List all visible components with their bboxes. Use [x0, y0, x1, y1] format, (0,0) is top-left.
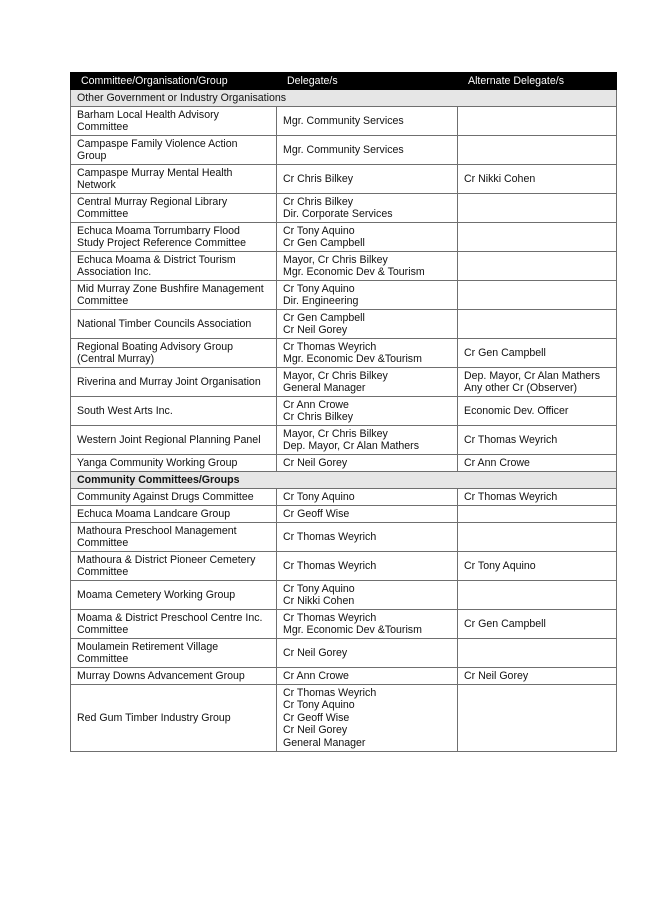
header-alternates: Alternate Delegate/s — [458, 73, 617, 90]
alternates-cell — [458, 107, 617, 136]
delegates-cell-line: Cr Tony Aquino — [283, 224, 355, 237]
header-committee: Committee/Organisation/Group — [71, 73, 277, 90]
committee-name-line: Red Gum Timber Industry Group — [77, 711, 231, 724]
delegates-cell — [277, 310, 458, 339]
alternates-cell-line: Economic Dev. Officer — [464, 404, 569, 417]
committee-name-line: Moulamein Retirement Village — [77, 640, 219, 653]
committee-name — [71, 506, 277, 523]
table-row — [71, 610, 617, 639]
delegates-cell-line: General Manager — [283, 736, 366, 749]
committee-name-line: Mid Murray Zone Bushfire Management — [77, 282, 264, 295]
table-row — [71, 281, 617, 310]
committee-name-line: Association Inc. — [77, 266, 152, 278]
alternates-cell — [458, 506, 617, 523]
table-row — [71, 368, 617, 397]
delegates-cell — [277, 489, 458, 506]
committee-name — [71, 685, 277, 752]
table-row — [71, 639, 617, 668]
alternates-cell-line: Cr Thomas Weyrich — [464, 490, 558, 503]
delegates-cell-line: Cr Chris Bilkey — [283, 411, 354, 423]
delegates-cell-line: Dep. Mayor, Cr Alan Mathers — [283, 440, 420, 452]
alternates-cell — [458, 685, 617, 752]
committee-name-line: Committee — [77, 566, 129, 578]
committee-name-line: South West Arts Inc. — [77, 404, 173, 417]
delegates-cell — [277, 281, 458, 310]
alternates-cell — [458, 223, 617, 252]
committee-name — [71, 639, 277, 668]
alternates-cell-line: Any other Cr (Observer) — [464, 382, 578, 394]
table-row — [71, 223, 617, 252]
committee-name — [71, 610, 277, 639]
table-row — [71, 523, 617, 552]
committee-name-line: Riverina and Murray Joint Organisation — [77, 375, 261, 388]
delegates-cell — [277, 223, 458, 252]
alternates-cell-line: Cr Neil Gorey — [464, 669, 529, 682]
delegates-cell-line: Cr Chris Bilkey — [283, 172, 354, 185]
committee-name-line: Echuca Moama Torrumbarry Flood — [77, 224, 240, 237]
delegates-cell-line: Cr Neil Gorey — [283, 456, 348, 469]
committee-name — [71, 455, 277, 472]
delegates-cell-line: Cr Geoff Wise — [283, 507, 350, 520]
committee-name — [71, 252, 277, 281]
header-delegates: Delegate/s — [277, 73, 458, 90]
alternates-cell-line: Cr Nikki Cohen — [464, 172, 536, 185]
delegates-cell-line: General Manager — [283, 382, 366, 394]
committee-name — [71, 281, 277, 310]
delegates-cell-line: Cr Neil Gorey — [283, 324, 348, 336]
delegates-cell — [277, 107, 458, 136]
table-row — [71, 489, 617, 506]
delegates-cell-line: Cr Gen Campbell — [283, 237, 365, 249]
table-body — [71, 90, 617, 752]
table-header-row — [71, 73, 617, 90]
alternates-cell-line: Cr Tony Aquino — [464, 559, 536, 572]
delegates-cell-line: Mayor, Cr Chris Bilkey — [283, 253, 388, 266]
delegates-cell — [277, 610, 458, 639]
delegates-cell — [277, 685, 458, 752]
alternates-cell — [458, 136, 617, 165]
alternates-cell-line: Cr Gen Campbell — [464, 617, 546, 630]
alternates-cell — [458, 523, 617, 552]
committee-name-line: Mathoura & District Pioneer Cemetery — [77, 553, 256, 566]
committee-name — [71, 668, 277, 685]
committee-name-line: Yanga Community Working Group — [77, 456, 238, 469]
committee-name-line: Echuca Moama & District Tourism — [77, 253, 236, 266]
delegates-cell-line: Mgr. Economic Dev &Tourism — [283, 353, 422, 365]
delegates-cell — [277, 581, 458, 610]
delegates-table — [70, 72, 617, 752]
committee-name — [71, 194, 277, 223]
alternates-cell — [458, 489, 617, 506]
alternates-cell — [458, 552, 617, 581]
alternates-cell — [458, 455, 617, 472]
delegates-cell — [277, 668, 458, 685]
alternates-cell — [458, 639, 617, 668]
alternates-cell-line: Cr Gen Campbell — [464, 346, 546, 359]
section-title: Community Committees/Groups — [71, 472, 617, 489]
delegates-cell-line: Dir. Corporate Services — [283, 208, 393, 220]
alternates-cell-line: Dep. Mayor, Cr Alan Mathers — [464, 369, 601, 382]
section-title: Other Government or Industry Organisations — [71, 90, 617, 107]
delegates-cell-line: Mayor, Cr Chris Bilkey — [283, 427, 388, 440]
delegates-cell-line: Cr Nikki Cohen — [283, 595, 355, 607]
alternates-cell — [458, 339, 617, 368]
committee-name — [71, 339, 277, 368]
delegates-cell-line: Dir. Engineering — [283, 295, 359, 307]
delegates-cell-line: Cr Neil Gorey — [283, 646, 348, 659]
delegates-cell-line: Cr Tony Aquino — [283, 490, 355, 503]
committee-name — [71, 107, 277, 136]
delegates-cell — [277, 136, 458, 165]
delegates-cell-line: Mayor, Cr Chris Bilkey — [283, 369, 388, 382]
alternates-cell — [458, 581, 617, 610]
alternates-cell — [458, 281, 617, 310]
committee-name-line: Committee — [77, 537, 129, 549]
committee-name — [71, 523, 277, 552]
committee-name-line: Central Murray Regional Library — [77, 195, 228, 208]
alternates-cell — [458, 310, 617, 339]
delegates-cell-line: Cr Thomas Weyrich — [283, 686, 377, 699]
committee-name-line: Committee — [77, 208, 129, 220]
committee-name-line: Echuca Moama Landcare Group — [77, 507, 231, 520]
table-row — [71, 581, 617, 610]
committee-name-line: Campaspe Family Violence Action — [77, 137, 238, 150]
table-row — [71, 136, 617, 165]
committee-name-line: Network — [77, 179, 116, 191]
alternates-cell — [458, 165, 617, 194]
delegates-cell — [277, 194, 458, 223]
delegates-cell-line: Cr Neil Gorey — [283, 724, 348, 737]
alternates-cell-line: Cr Thomas Weyrich — [464, 433, 558, 446]
delegates-cell-line: Mgr. Economic Dev &Tourism — [283, 624, 422, 636]
delegates-cell-line: Cr Thomas Weyrich — [283, 559, 377, 572]
alternates-cell — [458, 668, 617, 685]
table-row — [71, 552, 617, 581]
delegates-cell-line: Mgr. Community Services — [283, 143, 404, 156]
table-row — [71, 252, 617, 281]
committee-name — [71, 397, 277, 426]
alternates-cell — [458, 252, 617, 281]
committee-name-line: Campaspe Murray Mental Health — [77, 166, 233, 179]
committee-name-line: Murray Downs Advancement Group — [77, 669, 245, 682]
table-row — [71, 685, 617, 752]
delegates-cell — [277, 639, 458, 668]
committee-name — [71, 581, 277, 610]
delegates-cell-line: Cr Thomas Weyrich — [283, 340, 377, 353]
delegates-cell — [277, 252, 458, 281]
alternates-cell — [458, 426, 617, 455]
delegates-cell — [277, 165, 458, 194]
delegates-cell-line: Cr Thomas Weyrich — [283, 530, 377, 543]
delegates-cell-line: Mgr. Economic Dev & Tourism — [283, 266, 425, 278]
alternates-cell — [458, 194, 617, 223]
committee-name — [71, 165, 277, 194]
committee-name-line: National Timber Councils Association — [77, 317, 252, 330]
alternates-cell-line: Cr Ann Crowe — [464, 456, 530, 469]
delegates-cell-line: Cr Ann Crowe — [283, 669, 349, 682]
delegates-cell — [277, 455, 458, 472]
delegates-cell-line: Cr Tony Aquino — [283, 699, 355, 712]
table-row — [71, 165, 617, 194]
alternates-cell — [458, 397, 617, 426]
delegates-cell — [277, 552, 458, 581]
section-header-row — [71, 90, 617, 107]
delegates-cell-line: Cr Tony Aquino — [283, 582, 355, 595]
committee-name — [71, 223, 277, 252]
committee-name-line: Barham Local Health Advisory — [77, 108, 219, 121]
committee-name-line: Moama & District Preschool Centre Inc. — [77, 611, 263, 624]
table-row — [71, 339, 617, 368]
table-row — [71, 397, 617, 426]
committee-name-line: Group — [77, 150, 107, 162]
committee-name-line: Regional Boating Advisory Group — [77, 340, 234, 353]
delegates-cell-line: Cr Ann Crowe — [283, 398, 349, 411]
delegates-cell-line: Cr Geoff Wise — [283, 711, 350, 724]
committee-name-line: Study Project Reference Committee — [77, 237, 246, 249]
committee-name — [71, 552, 277, 581]
alternates-cell — [458, 368, 617, 397]
committee-name-line: Committee — [77, 295, 129, 307]
section-header-row — [71, 472, 617, 489]
table-row — [71, 310, 617, 339]
table-row — [71, 506, 617, 523]
committee-name — [71, 426, 277, 455]
delegates-cell — [277, 368, 458, 397]
delegates-cell-line: Cr Tony Aquino — [283, 282, 355, 295]
delegates-cell-line: Cr Chris Bilkey — [283, 195, 354, 208]
delegates-cell — [277, 506, 458, 523]
committee-name-line: (Central Murray) — [77, 353, 155, 365]
committee-name-line: Community Against Drugs Committee — [77, 490, 254, 503]
delegates-cell-line: Cr Thomas Weyrich — [283, 611, 377, 624]
committee-name — [71, 136, 277, 165]
committee-name-line: Committee — [77, 121, 129, 133]
committee-name — [71, 310, 277, 339]
table-row — [71, 194, 617, 223]
table-row — [71, 426, 617, 455]
committee-name-line: Committee — [77, 624, 129, 636]
committee-name-line: Committee — [77, 653, 129, 665]
delegates-cell-line: Cr Gen Campbell — [283, 311, 365, 324]
delegates-cell-line: Mgr. Community Services — [283, 114, 404, 127]
committee-name-line: Mathoura Preschool Management — [77, 524, 237, 537]
table-row — [71, 107, 617, 136]
table-row — [71, 668, 617, 685]
delegates-cell — [277, 339, 458, 368]
alternates-cell — [458, 610, 617, 639]
committee-name-line: Moama Cemetery Working Group — [77, 588, 236, 601]
committee-name-line: Western Joint Regional Planning Panel — [77, 433, 261, 446]
delegates-cell — [277, 523, 458, 552]
committee-name — [71, 368, 277, 397]
delegates-cell — [277, 426, 458, 455]
delegates-cell — [277, 397, 458, 426]
committee-name — [71, 489, 277, 506]
table-row — [71, 455, 617, 472]
